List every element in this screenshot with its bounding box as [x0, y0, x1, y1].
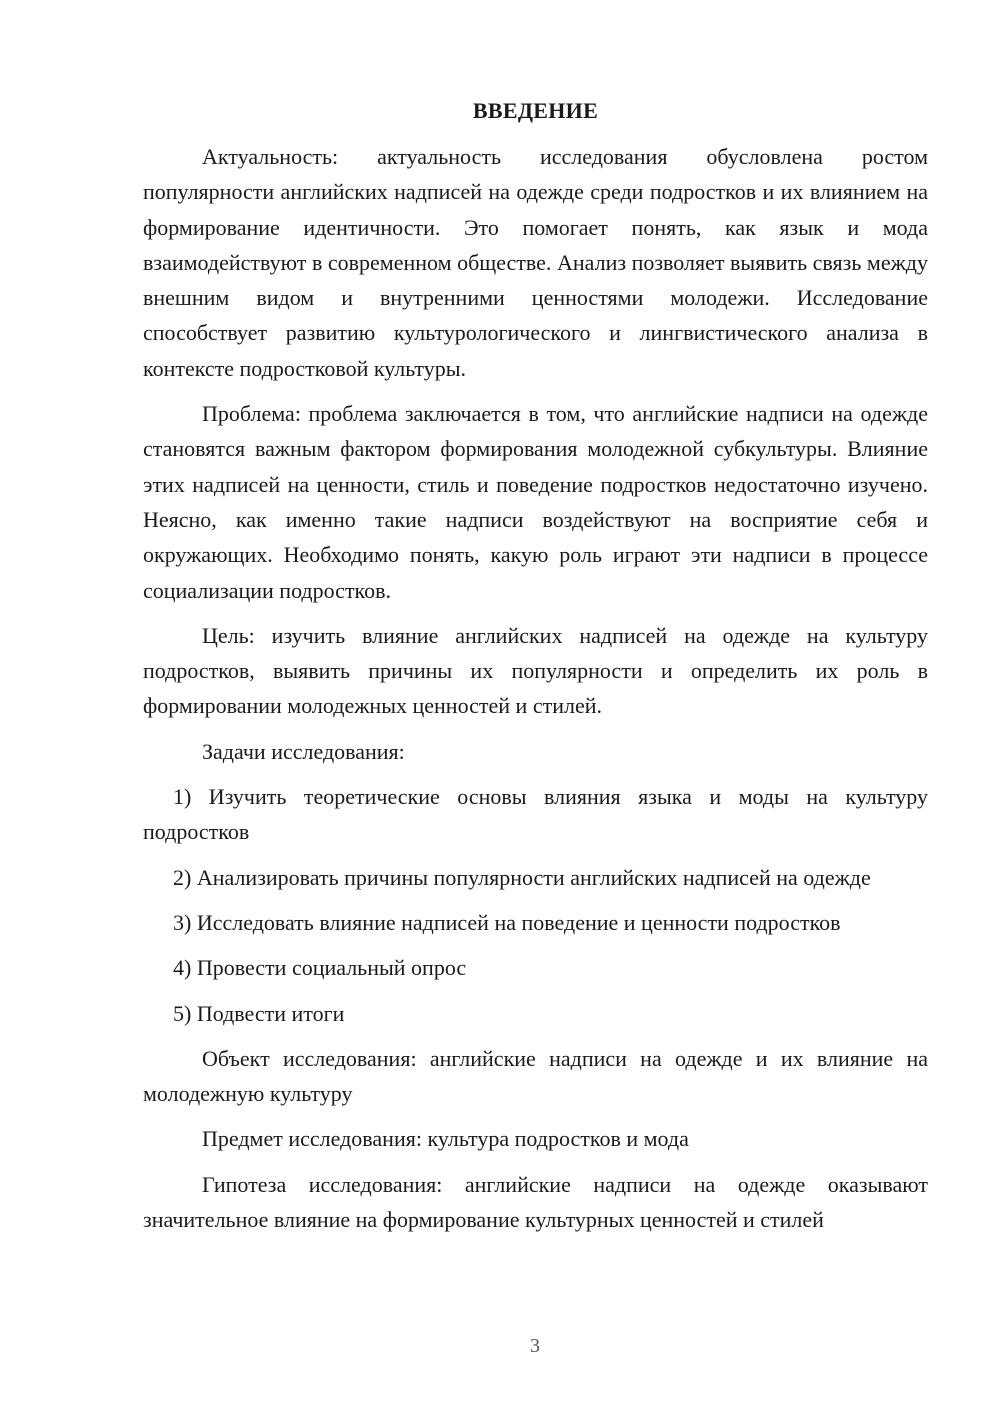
tasks-heading: Задачи исследования: — [202, 738, 405, 764]
task-item-2: 2) Анализировать причины популярности английских надписей на одежде — [173, 864, 871, 890]
paragraph-subject: Предмет исследования: культура подростков и мода — [202, 1126, 689, 1152]
document-page — [143, 93, 928, 1247]
task-item-5: 5) Подвести итоги — [173, 1000, 345, 1026]
task-item-3: 3) Исследовать влияние надписей на поведение и ценности подростков — [173, 909, 841, 935]
paragraph-hypothesis: Гипотеза исследования: английские надписи на одежде оказывают значительное влияние на формирование культурных ценностей и стилей — [143, 1171, 928, 1233]
tasks-list — [143, 779, 928, 1031]
paragraph-relevance: Актуальность: актуальность исследования обусловлена ростом популярности английских надписей на одежде среди подростков и их влиянием на формирование идентичности. Это помогает понять, как язык и мода взаимодействуют в современном обществе. Анализ позволяет выявить связь между внешним видом и внутренними ценностями молодежи. Исследование способствует развитию культурологического и лингвистического анализа в контексте подростковой культуры. — [143, 144, 928, 381]
paragraph-goal: Цель: изучить влияние английских надписей на одежде на культуру подростков, выявить причины их популярности и определить их роль в формировании молодежных ценностей и стилей. — [143, 622, 928, 719]
page-number: 3 — [530, 1335, 540, 1357]
paragraph-problem: Проблема: проблема заключается в том, что английские надписи на одежде становятся важным фактором формирования молодежной субкультуры. Влияние этих надписей на ценности, стиль и поведение подростков недостаточно изучено. Неясно, как именно такие надписи воздействуют на восприятие себя и окружающих. Необходимо понять, какую роль играют эти надписи в процессе социализации подростков. — [143, 401, 928, 603]
task-item-4: 4) Провести социальный опрос — [173, 955, 467, 981]
task-item-1: 1) Изучить теоретические основы влияния языка и моды на культуру подростков — [143, 784, 928, 845]
paragraph-object: Объект исследования: английские надписи на одежде и их влияние на молодежную культуру — [143, 1045, 928, 1107]
page-title: ВВЕДЕНИЕ — [472, 98, 599, 123]
